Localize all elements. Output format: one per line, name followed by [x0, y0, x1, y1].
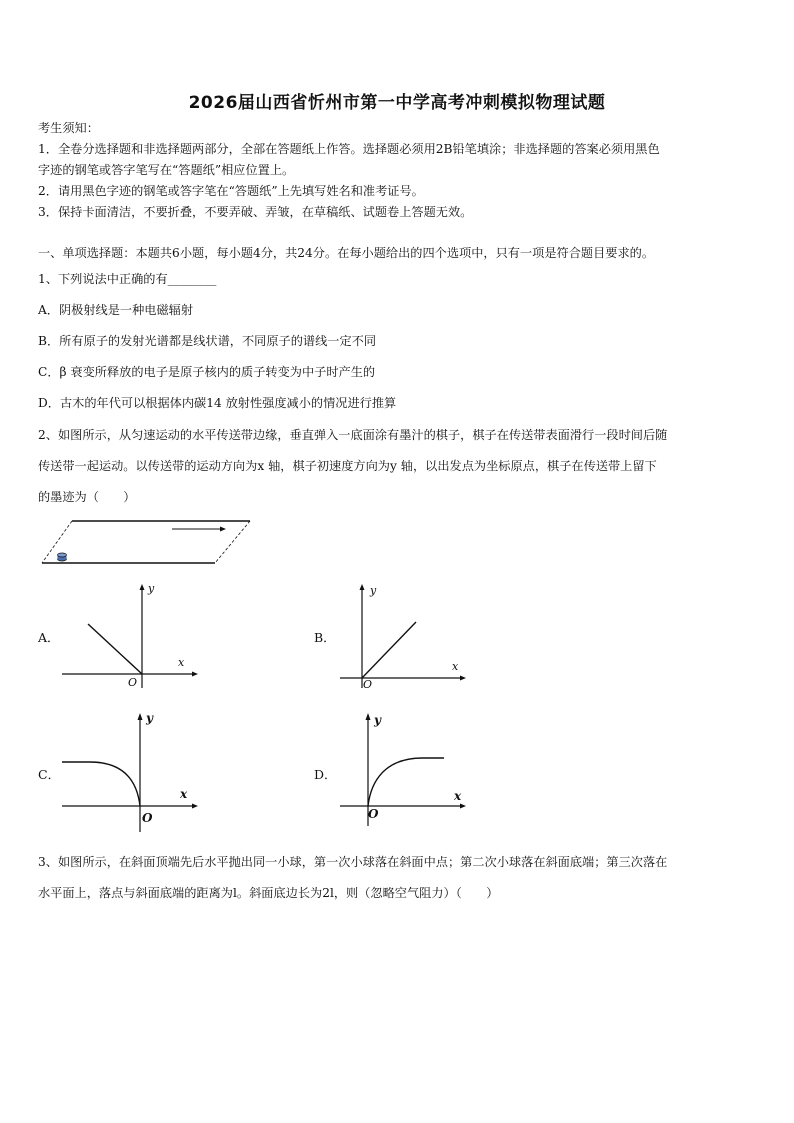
- ink-trace-line: [362, 622, 416, 678]
- x-axis-label: x: [180, 787, 188, 801]
- conveyor-belt-figure: [40, 518, 255, 568]
- origin-label: O: [142, 811, 153, 825]
- q2-stem-line-1: 2、如图所示，从匀速运动的水平传送带边缘，垂直弹入一底面涂有墨汁的棋子，棋子在传送带表面滑行一段时间后随: [38, 428, 668, 442]
- belt-left-side: [42, 521, 72, 563]
- notice-item-2: 2．请用黑色字迹的钢笔或答字笔在“答题纸”上先填写姓名和准考证号。: [38, 184, 424, 198]
- x-axis-label: x: [452, 660, 459, 673]
- origin-label: O: [368, 807, 379, 821]
- notice-item-1-cont: 字迹的钢笔或答字笔写在“答题纸”相应位置上。: [38, 163, 295, 177]
- q2-option-b-graph[interactable]: [338, 582, 468, 690]
- belt-arrowhead: [220, 527, 226, 532]
- x-axis-label: x: [454, 789, 462, 803]
- ink-trace-line: [88, 624, 142, 674]
- q2-stem-line-3: 的墨迹为（ ）: [38, 490, 136, 504]
- page-title: 2026届山西省忻州市第一中学高考冲刺模拟物理试题: [188, 93, 606, 113]
- origin-label: O: [363, 678, 373, 691]
- q2-option-c-graph[interactable]: [60, 710, 200, 834]
- section-heading: 一、单项选择题：本题共6小题，每小题4分，共24分。在每小题给出的四个选项中，只有一项是符合题目要求的。: [38, 246, 655, 260]
- q1-stem: 1、下列说法中正确的有________: [38, 272, 217, 286]
- y-axis-label: y: [374, 713, 381, 727]
- notice-heading: 考生须知：: [38, 121, 99, 135]
- q2-option-a-label[interactable]: A．: [38, 630, 60, 645]
- q3-stem-line-2: 水平面上，落点与斜面底端的距离为l。斜面底边长为2l，则（忽略空气阻力）（ ）: [38, 886, 499, 900]
- notice-item-1: 1．全卷分选择题和非选择题两部分，全部在答题纸上作答。选择题必须用2B铅笔填涂；非选择题的答案必须用黑色: [38, 142, 660, 156]
- q1-option-c[interactable]: C．β 衰变所释放的电子是原子核内的质子转变为中子时产生的: [38, 365, 376, 379]
- q2-option-d-graph[interactable]: [338, 710, 470, 834]
- q2-stem-line-2: 传送带一起运动。以传送带的运动方向为x 轴，棋子初速度方向为y 轴，以出发点为坐标原点，棋子在传送带上留下: [38, 459, 657, 473]
- notice-item-3: 3．保持卡面清洁，不要折叠，不要弄破、弄皱，在草稿纸、试题卷上答题无效。: [38, 205, 473, 219]
- q2-option-d-label[interactable]: D．: [314, 767, 337, 782]
- q3-stem-line-1: 3、如图所示，在斜面顶端先后水平抛出同一小球，第一次小球落在斜面中点；第二次小球落在斜面底端；第三次落在: [38, 855, 668, 869]
- q2-option-a-graph[interactable]: [60, 582, 200, 690]
- ink-trace-curve: [368, 758, 444, 806]
- q2-option-c-label[interactable]: C．: [38, 767, 61, 782]
- q1-option-b[interactable]: B．所有原子的发射光谱都是线状谱，不同原子的谱线一定不同: [38, 334, 377, 348]
- q1-option-d[interactable]: D．古木的年代可以根据体内碳14 放射性强度减小的情况进行推算: [38, 396, 397, 410]
- q2-option-b-label[interactable]: B．: [314, 630, 336, 645]
- ink-trace-curve: [62, 762, 140, 806]
- y-axis-label: y: [148, 582, 155, 595]
- y-axis-label: y: [370, 584, 377, 597]
- x-axis-label: x: [178, 656, 185, 669]
- q1-option-a[interactable]: A．阴极射线是一种电磁辐射: [38, 303, 194, 317]
- origin-label: O: [128, 676, 138, 689]
- y-axis-label: y: [146, 711, 153, 725]
